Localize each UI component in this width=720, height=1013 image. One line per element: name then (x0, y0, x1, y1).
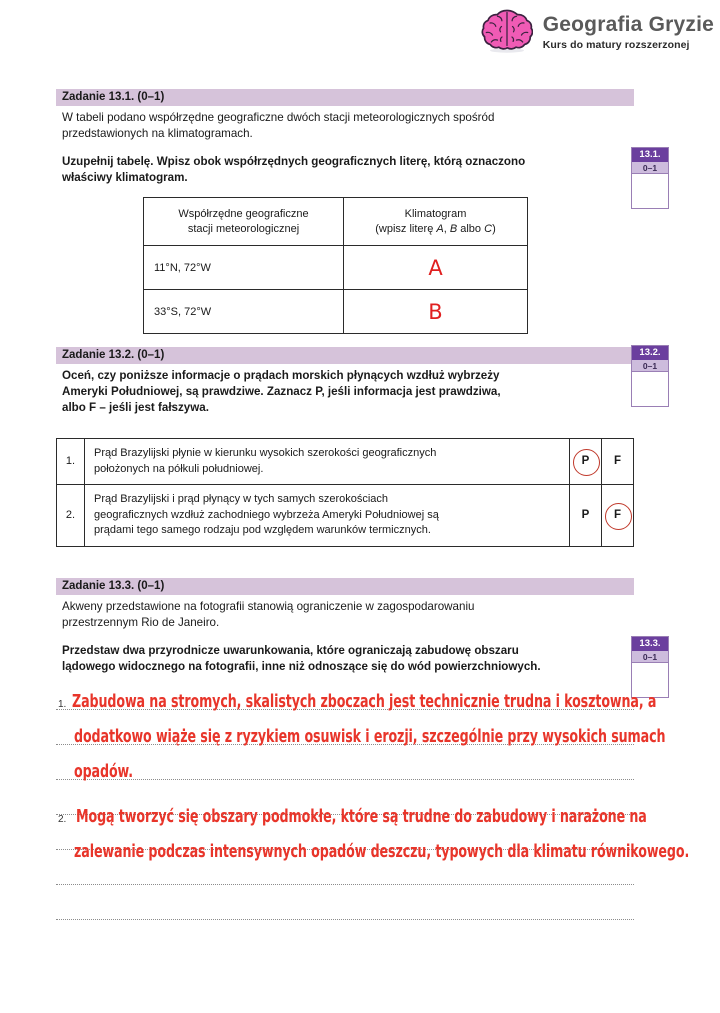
task-13-1-intro-line1: W tabeli podano współrzędne geograficzne dwóch stacji meteorologicznych spośród (62, 111, 495, 124)
header-climatogram (344, 198, 528, 246)
task-13-1-intro-line2: przedstawionych na klimatogramach. (62, 127, 253, 140)
table-row (57, 485, 634, 547)
task-13-3-intro-line2: przestrzennym Rio de Janeiro. (62, 616, 220, 629)
task-13-1-instruction-line1: Uzupełnij tabelę. Wpisz obok współrzędnych geograficznych literę, którą oznaczono (62, 155, 526, 168)
handwritten-answer-1-line2: dodatkowo wiąże się z ryzykiem osuwisk i erozji, szczególnie przy wysokich sumach (74, 727, 666, 747)
answer-cell-row-2[interactable] (344, 290, 528, 334)
table-row (57, 439, 634, 485)
handwritten-answer-2-line2: zalewanie podczas intensywnych opadów deszczu, typowych dla klimatu równikowego. (74, 842, 690, 862)
option-f-row-2[interactable]: F (602, 485, 634, 547)
score-box-13-3 (631, 636, 669, 698)
statement-2-line1: Prąd Brazylijski i prąd płynący w tych samych szerokościach (94, 493, 389, 505)
header-coords-line1: Współrzędne geograficzne (178, 208, 309, 220)
score-box-13-2 (631, 345, 669, 407)
score-entry-13-2[interactable] (632, 372, 668, 406)
statement-1-line1: Prąd Brazylijski płynie w kierunku wysokich szerokości geograficznych (94, 447, 437, 459)
header-climatogram-line1: Klimatogram (404, 208, 467, 220)
header-letter-b: B (449, 222, 458, 235)
answer-line (56, 884, 634, 885)
score-entry-13-1[interactable] (632, 174, 668, 208)
table-13-2 (56, 438, 634, 547)
header-coords (144, 198, 344, 246)
score-number-13-2: 13.2. (632, 346, 668, 360)
answer-number-2: 2. (58, 814, 67, 825)
statement-1-line2: położonych na półkuli południowej. (94, 462, 264, 475)
row-number-2: 2. (57, 485, 85, 547)
coords-row-1: 11°N, 72°W (144, 246, 344, 290)
brain-icon (481, 6, 533, 59)
header-coords-line2: stacji meteorologicznej (187, 222, 300, 235)
coords-row-2: 33°S, 72°W (144, 290, 344, 334)
task-header-13-3: Zadanie 13.3. (0–1) (56, 578, 634, 595)
table-header-row (144, 198, 528, 246)
task-13-3-intro-line1: Akweny przedstawione na fotografii stanowią ograniczenie w zagospodarowaniu (62, 600, 475, 613)
statement-2-line3: prądami tego samego rodzaju pod względem warunków termicznych. (94, 524, 431, 536)
header-close-paren: ) (492, 222, 496, 235)
table-row (144, 246, 528, 290)
task-header-13-2: Zadanie 13.2. (0–1) (56, 347, 634, 364)
task-13-3-instruction-line2: lądowego widocznego na fotografii, inne niż odnoszące się do wód powierzchniowych. (62, 660, 541, 673)
brand-subtitle: Kurs do matury rozszerzonej (542, 39, 690, 52)
statement-2 (85, 485, 570, 547)
statement-2-line2: geograficznych wzdłuż zachodniego wybrzeża Ameryki Południowej są (94, 508, 439, 521)
task-13-2-intro-line3: albo F – jeśli jest fałszywa. (62, 401, 209, 414)
table-13-1 (143, 197, 528, 334)
option-p-row-2[interactable]: P (570, 485, 602, 547)
handwritten-answer-2-line1: Mogą tworzyć się obszary podmokłe, które są trudne do zabudowy i narażone na (76, 807, 647, 827)
header-letter-a: A (436, 222, 444, 235)
score-box-13-1 (631, 147, 669, 209)
header-sep2: albo (457, 222, 485, 235)
score-range-13-3: 0–1 (632, 651, 668, 663)
handwritten-answer-1-line1: Zabudowa na stromych, skalistych zboczach jest technicznie trudna i kosztowna, a (72, 692, 657, 712)
task-13-1-instruction-line2: właściwy klimatogram. (62, 171, 188, 184)
option-p-row-1[interactable]: P (570, 439, 602, 485)
handwritten-answer-2: B (428, 299, 443, 324)
task-header-13-1: Zadanie 13.1. (0–1) (56, 89, 634, 106)
header-climatogram-pre: (wpisz literę (375, 222, 437, 235)
task-13-2-intro-line1: Oceń, czy poniższe informacje o prądach morskich płynących wzdłuż wybrzeży (62, 369, 500, 382)
statement-1 (85, 439, 570, 485)
score-number-13-1: 13.1. (632, 148, 668, 162)
handwritten-answer-1: A (428, 255, 443, 280)
score-range-13-2: 0–1 (632, 360, 668, 372)
option-f-row-1[interactable]: F (602, 439, 634, 485)
score-number-13-3: 13.3. (632, 637, 668, 651)
header-letter-c: C (484, 222, 493, 235)
answer-line (56, 919, 634, 920)
score-range-13-1: 0–1 (632, 162, 668, 174)
row-number-1: 1. (57, 439, 85, 485)
brand-title: Geografia Gryzie (542, 13, 714, 37)
handwritten-answer-1-line3: opadów. (74, 762, 133, 782)
answer-number-1: 1. (58, 699, 67, 710)
header-sep1: , (443, 222, 450, 235)
answer-cell-row-1[interactable] (344, 246, 528, 290)
brand-header (481, 6, 714, 59)
task-13-2-intro-line2: Ameryki Południowej, są prawdziwe. Zaznacz P, jeśli informacja jest prawdziwa, (62, 385, 501, 398)
answer-line (56, 779, 634, 780)
task-13-3-instruction-line1: Przedstaw dwa przyrodnicze uwarunkowania, które ograniczają zabudowę obszaru (62, 644, 519, 657)
table-row (144, 290, 528, 334)
brand-text (543, 14, 714, 51)
